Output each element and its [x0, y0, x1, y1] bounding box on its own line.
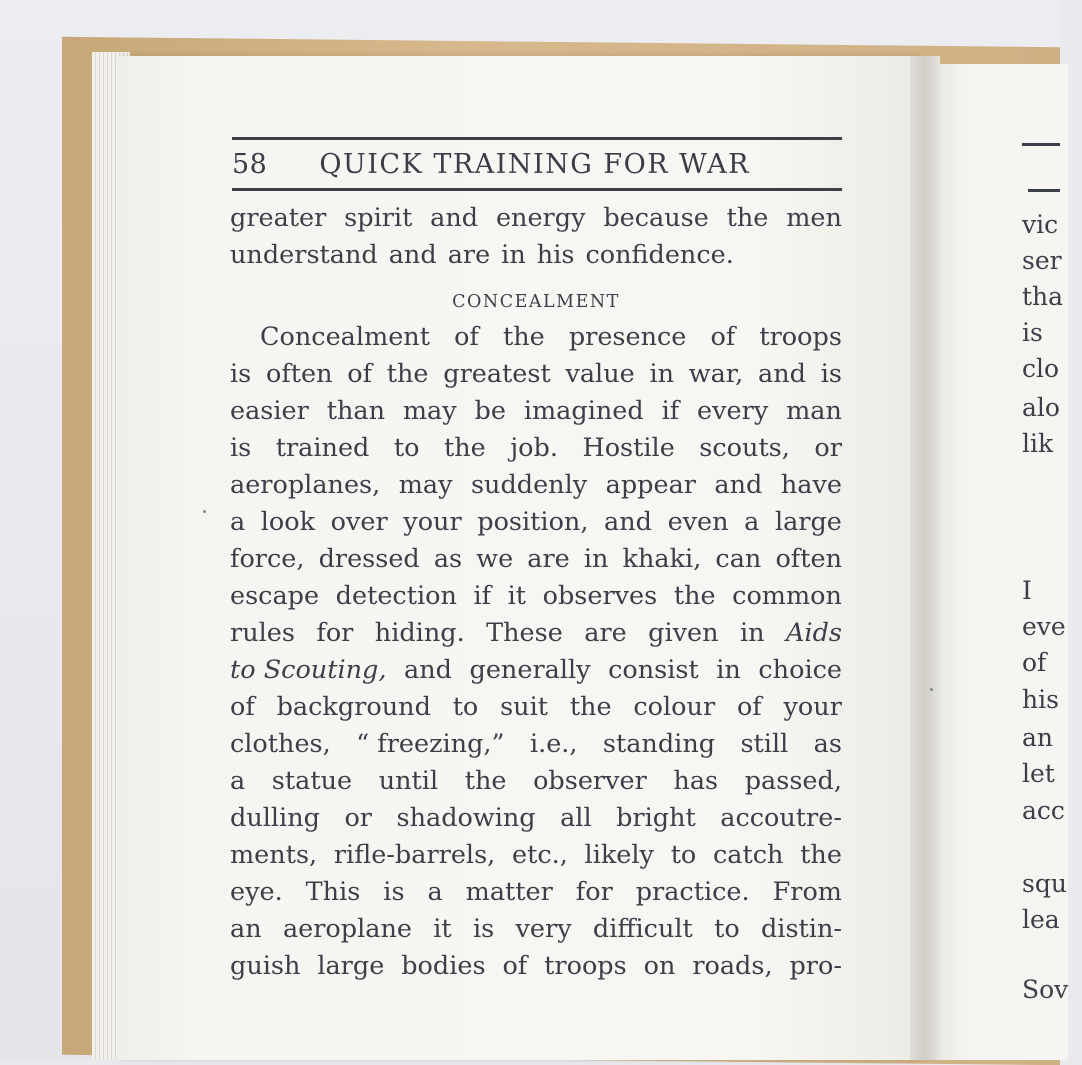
text-line — [230, 467, 842, 504]
word: suit — [500, 692, 549, 722]
word: value — [565, 359, 635, 389]
word: job. — [510, 433, 558, 463]
word: dulling — [230, 803, 320, 833]
word: appear — [605, 470, 696, 500]
word: in — [583, 544, 609, 574]
word: are — [584, 618, 627, 648]
word: distin- — [760, 914, 842, 944]
text-line — [230, 615, 842, 652]
word: man — [786, 396, 842, 426]
word: These — [486, 618, 563, 648]
text-line — [230, 504, 842, 541]
word: generally — [469, 655, 591, 685]
word: an — [230, 914, 262, 944]
facing-fragment: ser — [1022, 246, 1062, 275]
word: for — [316, 618, 354, 648]
word: consist — [608, 655, 699, 685]
word: pro- — [789, 951, 842, 981]
word: to — [452, 692, 479, 722]
facing-fragment: clo — [1022, 354, 1060, 383]
word: as — [433, 544, 463, 574]
header-rule-bottom — [232, 188, 842, 191]
word: catch — [713, 840, 784, 870]
word: the — [464, 766, 507, 796]
text-line — [230, 652, 842, 689]
word: it — [433, 914, 452, 944]
word: it — [507, 581, 527, 611]
text-line — [230, 763, 842, 800]
word: aeroplanes, — [230, 470, 381, 500]
word: the — [800, 840, 842, 870]
word: rules — [230, 618, 295, 648]
facing-fragment: acc — [1022, 796, 1065, 825]
facing-fragment: eve — [1022, 612, 1066, 641]
page-number: 58 — [232, 148, 268, 180]
word: observes — [542, 581, 658, 611]
word: practice. — [635, 877, 750, 907]
text-line — [230, 393, 842, 430]
word: and — [604, 507, 652, 537]
facing-fragment: tha — [1022, 282, 1064, 311]
word: rifle-barrels, — [333, 840, 496, 870]
word: until — [378, 766, 439, 796]
word: troops — [544, 951, 627, 981]
word: greatest — [443, 359, 551, 389]
word: the — [386, 359, 429, 389]
word: to — [393, 433, 420, 463]
word: i.e., — [529, 729, 578, 759]
word: observer — [533, 766, 647, 796]
word: the — [502, 322, 545, 352]
facing-page-text — [1022, 0, 1082, 1060]
word: if — [473, 581, 492, 611]
word: a — [230, 766, 246, 796]
word: likely — [584, 840, 654, 870]
word: as — [813, 729, 842, 759]
word: “ freezing,” — [356, 729, 505, 759]
word: energy — [495, 203, 586, 233]
word: of — [502, 951, 528, 981]
word: given — [648, 618, 719, 648]
word: Hostile — [582, 433, 675, 463]
word: etc., — [511, 840, 568, 870]
word: aeroplane — [282, 914, 412, 944]
word: the — [569, 692, 612, 722]
word: is — [472, 914, 495, 944]
word: to — [670, 840, 697, 870]
word: greater — [230, 203, 327, 233]
ink-speck — [930, 688, 933, 691]
text-line — [230, 541, 842, 578]
text-line — [230, 948, 842, 985]
word: standing — [602, 729, 716, 759]
facing-fragment: his — [1022, 685, 1059, 714]
word: be — [474, 396, 506, 426]
word: bright — [616, 803, 696, 833]
word: the — [673, 581, 716, 611]
word: to Scouting, — [230, 655, 387, 685]
word: is — [820, 359, 842, 389]
text-line — [230, 319, 842, 356]
facing-fragment: is — [1022, 318, 1043, 347]
word: than — [326, 396, 385, 426]
word: look — [260, 507, 316, 537]
word: common — [732, 581, 842, 611]
word: on — [643, 951, 676, 981]
word: From — [772, 877, 842, 907]
facing-fragment: I — [1022, 576, 1032, 605]
word: or — [344, 803, 372, 833]
word: force, — [230, 544, 305, 574]
word: statue — [271, 766, 353, 796]
word: in — [739, 618, 765, 648]
word: over — [330, 507, 388, 537]
word: war, — [688, 359, 744, 389]
word: escape — [230, 581, 320, 611]
word: matter — [465, 877, 553, 907]
word: every — [697, 396, 769, 426]
word: and — [430, 203, 479, 233]
word: and — [758, 359, 806, 389]
word: Concealment — [260, 322, 430, 352]
word: of — [230, 692, 255, 722]
word: accoutre- — [720, 803, 842, 833]
text-line — [230, 237, 842, 274]
page-body — [230, 200, 842, 985]
text-line — [230, 356, 842, 393]
word: of — [347, 359, 373, 389]
word: of — [736, 692, 762, 722]
word: position, — [477, 507, 589, 537]
word: often — [775, 544, 842, 574]
word: presence — [568, 322, 687, 352]
word: of — [710, 322, 736, 352]
facing-fragment: lea — [1022, 905, 1060, 934]
word: background — [276, 692, 431, 722]
word: of — [454, 322, 479, 352]
word: difficult — [592, 914, 693, 944]
word: a — [744, 507, 760, 537]
ink-speck — [203, 510, 206, 513]
word: This — [305, 877, 361, 907]
word: a — [230, 507, 246, 537]
word: eye. — [230, 877, 283, 907]
word: trained — [275, 433, 370, 463]
facing-fragment: Sov — [1022, 975, 1069, 1004]
word: have — [780, 470, 842, 500]
word: scouts, — [699, 433, 790, 463]
word: may — [402, 396, 457, 426]
running-title: QUICK TRAINING FOR WAR — [319, 148, 750, 180]
word: if — [661, 396, 680, 426]
word: is — [230, 359, 252, 389]
word: large — [317, 951, 385, 981]
word: for — [575, 877, 613, 907]
word: imagined — [523, 396, 644, 426]
facing-fragment: vic — [1022, 210, 1059, 239]
word: khaki, — [622, 544, 702, 574]
word: your — [783, 692, 842, 722]
word: bodies — [401, 951, 486, 981]
word: or — [814, 433, 842, 463]
text-line — [230, 689, 842, 726]
word: are — [527, 544, 570, 574]
word: guish — [230, 951, 301, 981]
word: men — [786, 203, 842, 233]
text-line — [230, 874, 842, 911]
facing-fragment: let — [1022, 759, 1055, 788]
text-line — [230, 578, 842, 615]
word: a — [427, 877, 443, 907]
word: can — [715, 544, 762, 574]
word: may — [398, 470, 453, 500]
word: easier — [230, 396, 309, 426]
word: and — [388, 240, 437, 270]
word: all — [560, 803, 592, 833]
facing-fragment: squ — [1022, 869, 1067, 898]
text-line — [230, 800, 842, 837]
word: to — [714, 914, 740, 944]
word: detection — [335, 581, 457, 611]
word: even — [667, 507, 729, 537]
word: hiding. — [374, 618, 465, 648]
book-gutter — [910, 56, 940, 1060]
word: in — [649, 359, 675, 389]
word: we — [476, 544, 514, 574]
text-line — [230, 430, 842, 467]
word: shadowing — [396, 803, 536, 833]
word: the — [726, 203, 769, 233]
text-line — [230, 200, 842, 237]
word: Aids — [786, 618, 842, 648]
text-line — [230, 726, 842, 763]
word: is — [383, 877, 405, 907]
facing-fragment: lik — [1022, 429, 1054, 458]
header-rule-top — [232, 137, 842, 140]
word: suddenly — [470, 470, 588, 500]
word: and — [404, 655, 452, 685]
word: in — [716, 655, 741, 685]
facing-fragment: alo — [1022, 393, 1060, 422]
word: clothes, — [230, 729, 331, 759]
word: the — [444, 433, 486, 463]
text-line — [230, 911, 842, 948]
facing-fragment: of — [1022, 648, 1047, 677]
word: his — [536, 240, 575, 270]
word: troops — [759, 322, 842, 352]
running-header — [232, 146, 844, 182]
word: choice — [758, 655, 842, 685]
word: understand — [230, 240, 378, 270]
word: large — [774, 507, 842, 537]
facing-fragment: an — [1022, 723, 1054, 752]
word: roads, — [692, 951, 773, 981]
word: often — [265, 359, 333, 389]
word: has — [673, 766, 719, 796]
word: still — [740, 729, 789, 759]
word: very — [515, 914, 572, 944]
word: and — [714, 470, 763, 500]
word: because — [603, 203, 709, 233]
word: spirit — [344, 203, 413, 233]
word: confidence. — [585, 240, 734, 270]
word: dressed — [318, 544, 420, 574]
word: passed, — [744, 766, 842, 796]
word: colour — [633, 692, 716, 722]
word: your — [403, 507, 462, 537]
text-line — [230, 837, 842, 874]
word: are — [447, 240, 491, 270]
word: is — [230, 433, 252, 463]
word: in — [501, 240, 526, 270]
section-heading: CONCEALMENT — [452, 292, 620, 312]
word: ments, — [230, 840, 318, 870]
